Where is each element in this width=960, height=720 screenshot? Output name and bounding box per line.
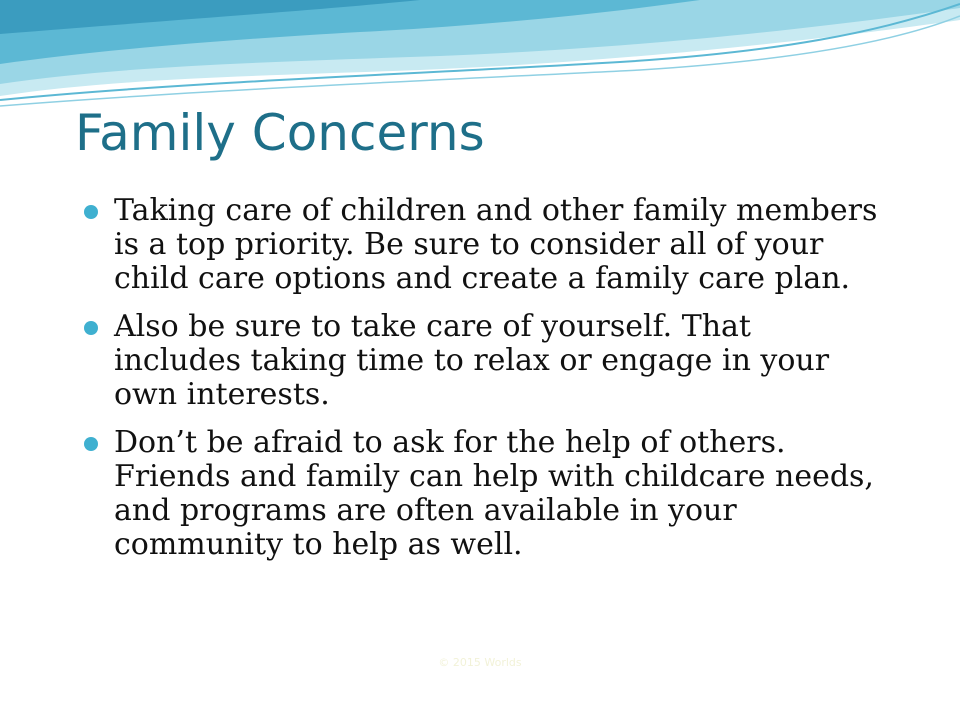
bullet-dot-icon bbox=[84, 321, 98, 335]
bullet-dot-icon bbox=[84, 205, 98, 219]
bullet-list bbox=[84, 194, 884, 576]
bullet-text: Don’t be afraid to ask for the help of others. Friends and family can help with childcare needs, and programs are often available in your community to help as well. bbox=[114, 425, 874, 562]
header-wave-decoration bbox=[0, 0, 960, 120]
bullet-item bbox=[84, 194, 884, 296]
bullet-item bbox=[84, 426, 884, 562]
footer-credit: © 2015 Worlds bbox=[438, 656, 522, 669]
slide-title: Family Concerns bbox=[75, 104, 485, 162]
bullet-dot-icon bbox=[84, 437, 98, 451]
bullet-text: Also be sure to take care of yourself. That includes taking time to relax or engage in your own interests. bbox=[114, 309, 830, 412]
bullet-item bbox=[84, 310, 884, 412]
bullet-text: Taking care of children and other family members is a top priority. Be sure to consider all of your child care options and create a family care plan. bbox=[114, 193, 878, 296]
